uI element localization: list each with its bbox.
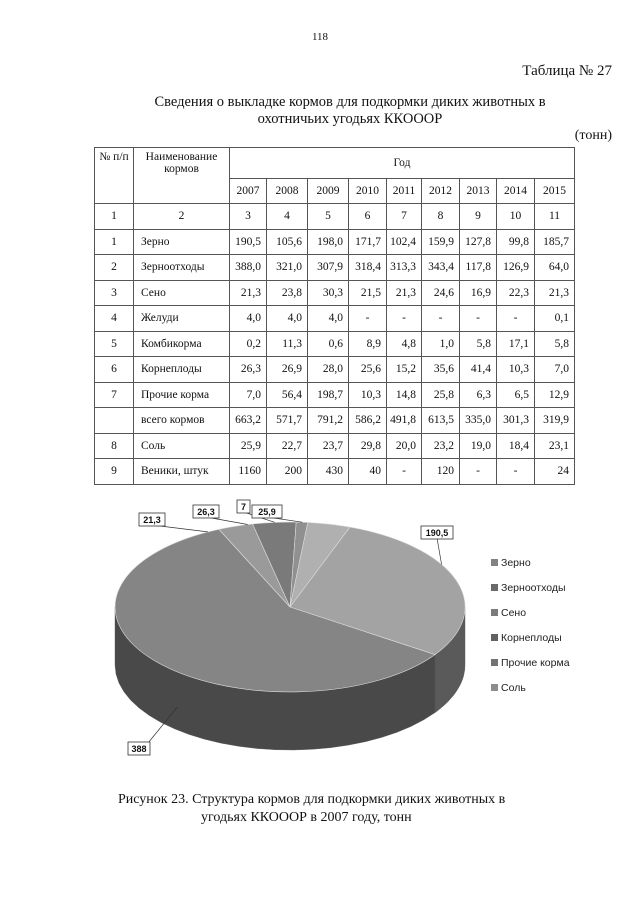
value-cell: 117,8 <box>460 255 497 281</box>
value-cell: 4,0 <box>230 306 267 332</box>
value-cell: 185,7 <box>535 229 575 255</box>
column-index: 7 <box>387 204 422 230</box>
value-cell: 41,4 <box>460 357 497 383</box>
value-cell: - <box>497 306 535 332</box>
legend-swatch <box>491 609 498 616</box>
year-2014: 2014 <box>497 179 535 204</box>
value-cell: 571,7 <box>267 408 308 434</box>
value-cell: 120 <box>422 459 460 485</box>
year-2015: 2015 <box>535 179 575 204</box>
value-cell: 25,8 <box>422 382 460 408</box>
value-cell: 301,3 <box>497 408 535 434</box>
header-feed-name: Наименование кормов <box>134 148 230 204</box>
value-cell: 12,9 <box>535 382 575 408</box>
page-number: 118 <box>311 31 329 43</box>
value-cell: 430 <box>308 459 349 485</box>
value-cell: 159,9 <box>422 229 460 255</box>
title-line-2: охотничьих угодьях ККОООР <box>257 111 443 127</box>
value-cell: 5,8 <box>460 331 497 357</box>
data-label: 26,3 <box>197 507 215 517</box>
value-cell: 321,0 <box>267 255 308 281</box>
row-number: 2 <box>95 255 134 281</box>
feed-name: Сено <box>134 280 230 306</box>
column-index: 3 <box>230 204 267 230</box>
value-cell: 491,8 <box>387 408 422 434</box>
value-cell: 335,0 <box>460 408 497 434</box>
value-cell: 21,3 <box>230 280 267 306</box>
value-cell: - <box>387 459 422 485</box>
value-cell: 10,3 <box>349 382 387 408</box>
value-cell: 16,9 <box>460 280 497 306</box>
value-cell: 613,5 <box>422 408 460 434</box>
value-cell: - <box>387 306 422 332</box>
value-cell: 6,3 <box>460 382 497 408</box>
value-cell: 24 <box>535 459 575 485</box>
legend-label: Зерноотходы <box>501 582 566 594</box>
value-cell: 586,2 <box>349 408 387 434</box>
column-index: 10 <box>497 204 535 230</box>
value-cell: 126,9 <box>497 255 535 281</box>
feed-name: Зерноотходы <box>134 255 230 281</box>
value-cell: 15,2 <box>387 357 422 383</box>
value-cell: 35,6 <box>422 357 460 383</box>
value-cell: 4,0 <box>267 306 308 332</box>
feed-name: Соль <box>134 433 230 459</box>
value-cell: 7,0 <box>535 357 575 383</box>
row-number: 9 <box>95 459 134 485</box>
legend-label: Корнеплоды <box>501 632 562 644</box>
value-cell: 19,0 <box>460 433 497 459</box>
value-cell: 25,9 <box>230 433 267 459</box>
year-2007: 2007 <box>230 179 267 204</box>
value-cell: 7,0 <box>230 382 267 408</box>
row-number: 6 <box>95 357 134 383</box>
value-cell: 105,6 <box>267 229 308 255</box>
value-cell: 0,6 <box>308 331 349 357</box>
column-index: 8 <box>422 204 460 230</box>
row-number: 7 <box>95 382 134 408</box>
value-cell: - <box>349 306 387 332</box>
value-cell: 319,9 <box>535 408 575 434</box>
row-number: 1 <box>95 229 134 255</box>
feed-name: Комбикорма <box>134 331 230 357</box>
value-cell: 24,6 <box>422 280 460 306</box>
value-cell: 388,0 <box>230 255 267 281</box>
caption-line-1: Рисунок 23. Структура кормов для подкормки диких животных в <box>118 792 506 807</box>
value-cell: 127,8 <box>460 229 497 255</box>
header-year: Год <box>230 148 575 179</box>
table-label: Таблица № 27 <box>522 63 612 79</box>
value-cell: 29,8 <box>349 433 387 459</box>
value-cell: - <box>497 459 535 485</box>
legend-label: Соль <box>501 682 526 694</box>
value-cell: 21,3 <box>535 280 575 306</box>
feed-name: Корнеплоды <box>134 357 230 383</box>
value-cell: 20,0 <box>387 433 422 459</box>
feed-name: Желуди <box>134 306 230 332</box>
legend-swatch <box>491 659 498 666</box>
caption-line-2: угодьях ККОООР в 2007 году, тонн <box>201 810 412 825</box>
value-cell: 22,7 <box>267 433 308 459</box>
value-cell: 40 <box>349 459 387 485</box>
value-cell: 190,5 <box>230 229 267 255</box>
data-label: 25,9 <box>258 507 276 517</box>
data-label: 7 <box>240 502 247 512</box>
year-2013: 2013 <box>460 179 497 204</box>
value-cell: 307,9 <box>308 255 349 281</box>
pie-3d <box>115 522 465 750</box>
value-cell: 6,5 <box>497 382 535 408</box>
value-cell: - <box>460 306 497 332</box>
legend-label: Прочие корма <box>501 657 570 669</box>
year-2009: 2009 <box>308 179 349 204</box>
value-cell: 23,8 <box>267 280 308 306</box>
column-index: 2 <box>134 204 230 230</box>
value-cell: 11,3 <box>267 331 308 357</box>
value-cell: 4,0 <box>308 306 349 332</box>
legend-swatch <box>491 634 498 641</box>
year-2010: 2010 <box>349 179 387 204</box>
feed-name: Прочие корма <box>134 382 230 408</box>
feed-name: Зерно <box>134 229 230 255</box>
value-cell: 14,8 <box>387 382 422 408</box>
legend-swatch <box>491 684 498 691</box>
value-cell: 25,6 <box>349 357 387 383</box>
value-cell: 5,8 <box>535 331 575 357</box>
data-label: 21,3 <box>143 515 161 525</box>
value-cell: 1,0 <box>422 331 460 357</box>
value-cell: 8,9 <box>349 331 387 357</box>
value-cell: 663,2 <box>230 408 267 434</box>
value-cell: 23,7 <box>308 433 349 459</box>
year-2008: 2008 <box>267 179 308 204</box>
row-number: 4 <box>95 306 134 332</box>
title-line-1: Сведения о выкладке кормов для подкормки диких животных в <box>154 94 546 110</box>
legend-swatch <box>491 559 498 566</box>
value-cell: 1160 <box>230 459 267 485</box>
column-index: 4 <box>267 204 308 230</box>
value-cell: 200 <box>267 459 308 485</box>
year-2011: 2011 <box>387 179 422 204</box>
value-cell: 102,4 <box>387 229 422 255</box>
value-cell: 23,1 <box>535 433 575 459</box>
value-cell: 0,1 <box>535 306 575 332</box>
value-cell: 198,7 <box>308 382 349 408</box>
feed-name: всего кормов <box>134 408 230 434</box>
value-cell: 26,3 <box>230 357 267 383</box>
value-cell: - <box>422 306 460 332</box>
unit-label: (тонн) <box>574 128 612 143</box>
value-cell: 313,3 <box>387 255 422 281</box>
chart-legend <box>491 557 570 694</box>
value-cell: 17,1 <box>497 331 535 357</box>
value-cell: 56,4 <box>267 382 308 408</box>
value-cell: 171,7 <box>349 229 387 255</box>
value-cell: 21,3 <box>387 280 422 306</box>
column-index: 6 <box>349 204 387 230</box>
value-cell: 30,3 <box>308 280 349 306</box>
value-cell: 26,9 <box>267 357 308 383</box>
row-number: 5 <box>95 331 134 357</box>
value-cell: 99,8 <box>497 229 535 255</box>
column-index: 5 <box>308 204 349 230</box>
year-2012: 2012 <box>422 179 460 204</box>
value-cell: 198,0 <box>308 229 349 255</box>
data-label: 388 <box>131 744 147 754</box>
header-number: № п/п <box>95 148 134 204</box>
feed-name: Веники, штук <box>134 459 230 485</box>
value-cell: 18,4 <box>497 433 535 459</box>
value-cell: 4,8 <box>387 331 422 357</box>
value-cell: 28,0 <box>308 357 349 383</box>
value-cell: 23,2 <box>422 433 460 459</box>
figure-caption <box>118 791 578 827</box>
value-cell: 22,3 <box>497 280 535 306</box>
leader-line <box>437 538 442 565</box>
row-number: 3 <box>95 280 134 306</box>
value-cell: 343,4 <box>422 255 460 281</box>
value-cell: 10,3 <box>497 357 535 383</box>
value-cell: 21,5 <box>349 280 387 306</box>
column-index: 9 <box>460 204 497 230</box>
row-number: 8 <box>95 433 134 459</box>
value-cell: 318,4 <box>349 255 387 281</box>
value-cell: 0,2 <box>230 331 267 357</box>
column-index: 1 <box>95 204 134 230</box>
data-label: 190,5 <box>425 528 449 538</box>
legend-swatch <box>491 584 498 591</box>
legend-label: Сено <box>501 607 527 619</box>
column-index: 11 <box>535 204 575 230</box>
value-cell: 791,2 <box>308 408 349 434</box>
value-cell: - <box>460 459 497 485</box>
legend-label: Зерно <box>501 557 531 569</box>
value-cell: 64,0 <box>535 255 575 281</box>
